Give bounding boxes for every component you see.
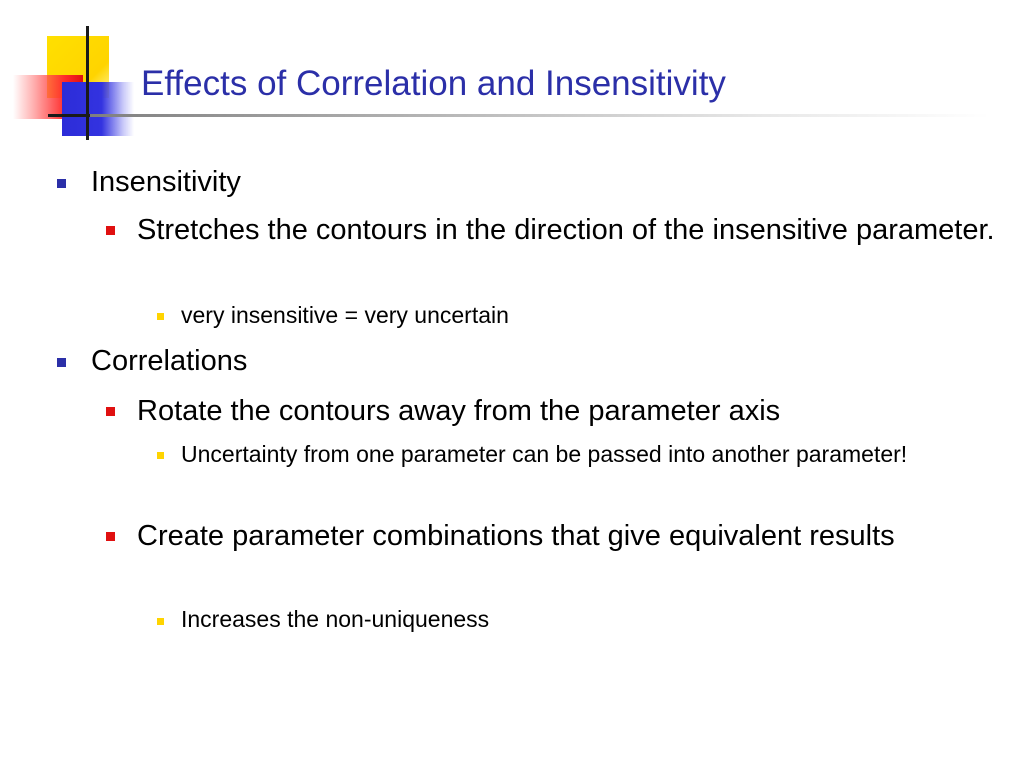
logo-vertical-line bbox=[86, 26, 89, 140]
bullet-level1-marker bbox=[57, 179, 66, 188]
bullet-level3-marker bbox=[157, 313, 164, 320]
bullet-level2-text: Rotate the contours away from the parameter axis bbox=[137, 395, 781, 427]
bullet-level2-marker bbox=[106, 407, 115, 416]
bullet-level3-text: very insensitive = very uncertain bbox=[181, 302, 509, 328]
bullet-level2-text: Stretches the contours in the direction of the insensitive parameter. bbox=[137, 214, 995, 246]
title-underline-rule bbox=[90, 114, 990, 117]
bullet-level3-text: Increases the non-uniqueness bbox=[181, 606, 490, 632]
bullet-level2-marker bbox=[106, 226, 115, 235]
bullet-level3-marker bbox=[157, 452, 164, 459]
bullet-level1-text: Correlations bbox=[91, 345, 248, 377]
bullet-level1-text: Insensitivity bbox=[91, 166, 241, 198]
bullet-level3-marker bbox=[157, 618, 164, 625]
slide-title: Effects of Correlation and Insensitivity bbox=[141, 64, 726, 103]
bullet-level2-text: Create parameter combinations that give equivalent results bbox=[137, 520, 895, 552]
bullet-level1-marker bbox=[57, 358, 66, 367]
logo-blue-square bbox=[62, 82, 134, 136]
slide-logo-graphic bbox=[0, 0, 140, 145]
bullet-level2-marker bbox=[106, 532, 115, 541]
bullet-level3-text: Uncertainty from one parameter can be passed into another parameter! bbox=[181, 441, 908, 467]
